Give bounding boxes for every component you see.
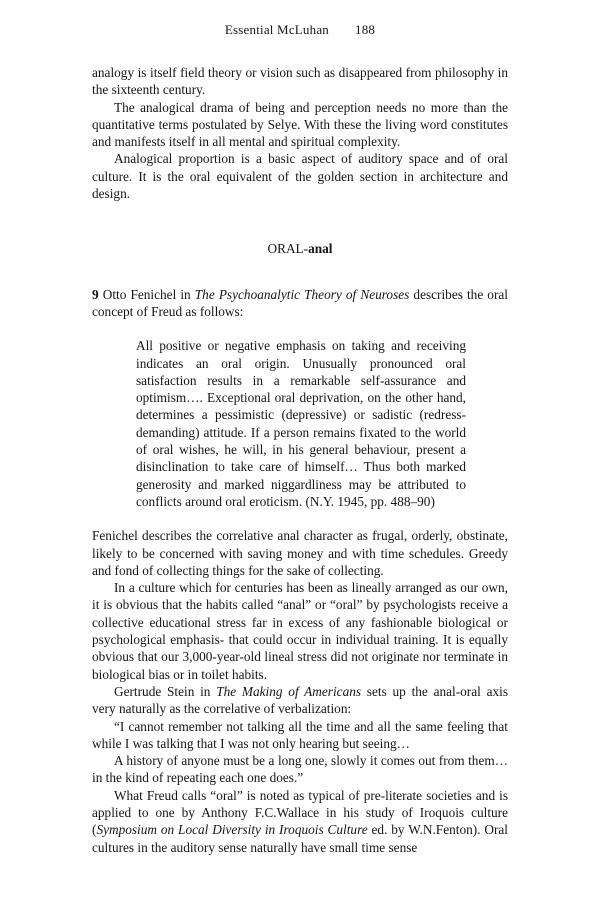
text-run: sets up the anal-oral axis very naturally as the correlative of verbalization: [92,683,509,717]
text-run: In a culture which for centuries has been as lineally arranged as our own, it is obvious that the habits called “anal” or “oral” by psychologists receive a collective educational stress far in excess of any fashionable biological or psychological emphasis- that could occur in individual training. It is equally obvious that our 3,000-year-old lineal stress did not originate nor terminate in biological bias or in toilet habits. [92,580,508,682]
text-run: Analogical proportion is a basic aspect of auditory space and of oral culture. It is the oral equivalent of the golden section in architecture and design. [92,151,508,202]
paragraph [92,752,508,787]
text-run: “I cannot remember not talking all the time and all the same feeling that while I was talking that I was not only hearing but seeing… [92,718,508,751]
text-run: What Freud calls “oral” is noted as typical of pre-literate societies and is applied to one by Anthony F.C.Wallace in his study of Iroquois culture ( [92,787,508,838]
paragraph [92,683,508,718]
paragraph [92,286,508,321]
text-run: The Psychoanalytic Theory of Neuroses [194,286,410,302]
page-body [92,64,508,856]
text-run: Gertrude Stein in [114,683,217,699]
text-run: The analogical drama of being and perception needs no more than the quantitative terms postulated by Selye. With these the living word constitutes and manifests itself in all mental and spiritual complexity. [92,99,508,150]
paragraph [92,527,508,579]
page-number: 188 [355,22,376,37]
paragraph [92,99,508,151]
running-header [92,22,508,38]
paragraph [92,150,508,202]
paragraph [92,787,508,856]
section-heading [92,240,508,257]
text-run: The Making of Americans [216,683,362,699]
text-run: Symposium on Local Diversity in Iroquois Culture [96,822,368,838]
running-header-title: Essential McLuhan [224,22,329,37]
block-quote [136,337,466,510]
text-run: ed. by W.N.Fenton). Oral cultures in the auditory sense naturally have small time sense [92,822,508,855]
paragraph [92,64,508,99]
text-run: All positive or negative emphasis on taking and receiving indicates an oral origin. Unusually pronounced oral satisfaction results in a remarkable self-assurance and optimism…. Exceptional oral deprivation, on the other hand, determines a pessimistic (depressive) or sadistic (redress-demanding) attitude. If a person remains fixated to the world of oral wishes, he will, in his general behaviour, present a disinclination to take care of himself… Thus both marked generosity and marked niggardliness may be attributed to conflicts around oral eroticism. (N.Y. 1945, pp. 488–90) [136,338,466,509]
text-run: analogy is itself field theory or vision such as disappeared from philosophy in the sixteenth century. [92,65,508,98]
text-run: 9 [92,286,99,302]
text-run: ORAL- [267,241,309,257]
text-run: A history of anyone must be a long one, slowly it comes out from them… in the kind of repeating each one does.” [92,753,508,786]
text-run: anal [308,241,333,257]
paragraph [92,718,508,753]
text-run: Otto Fenichel in [98,286,195,302]
text-run: Fenichel describes the correlative anal character as frugal, orderly, obstinate, likely to be concerned with saving money and with time schedules. Greedy and fond of collecting things for the sake of collecting. [92,528,508,578]
paragraph [92,579,508,683]
text-run: describes the oral concept of Freud as follows: [92,286,508,319]
